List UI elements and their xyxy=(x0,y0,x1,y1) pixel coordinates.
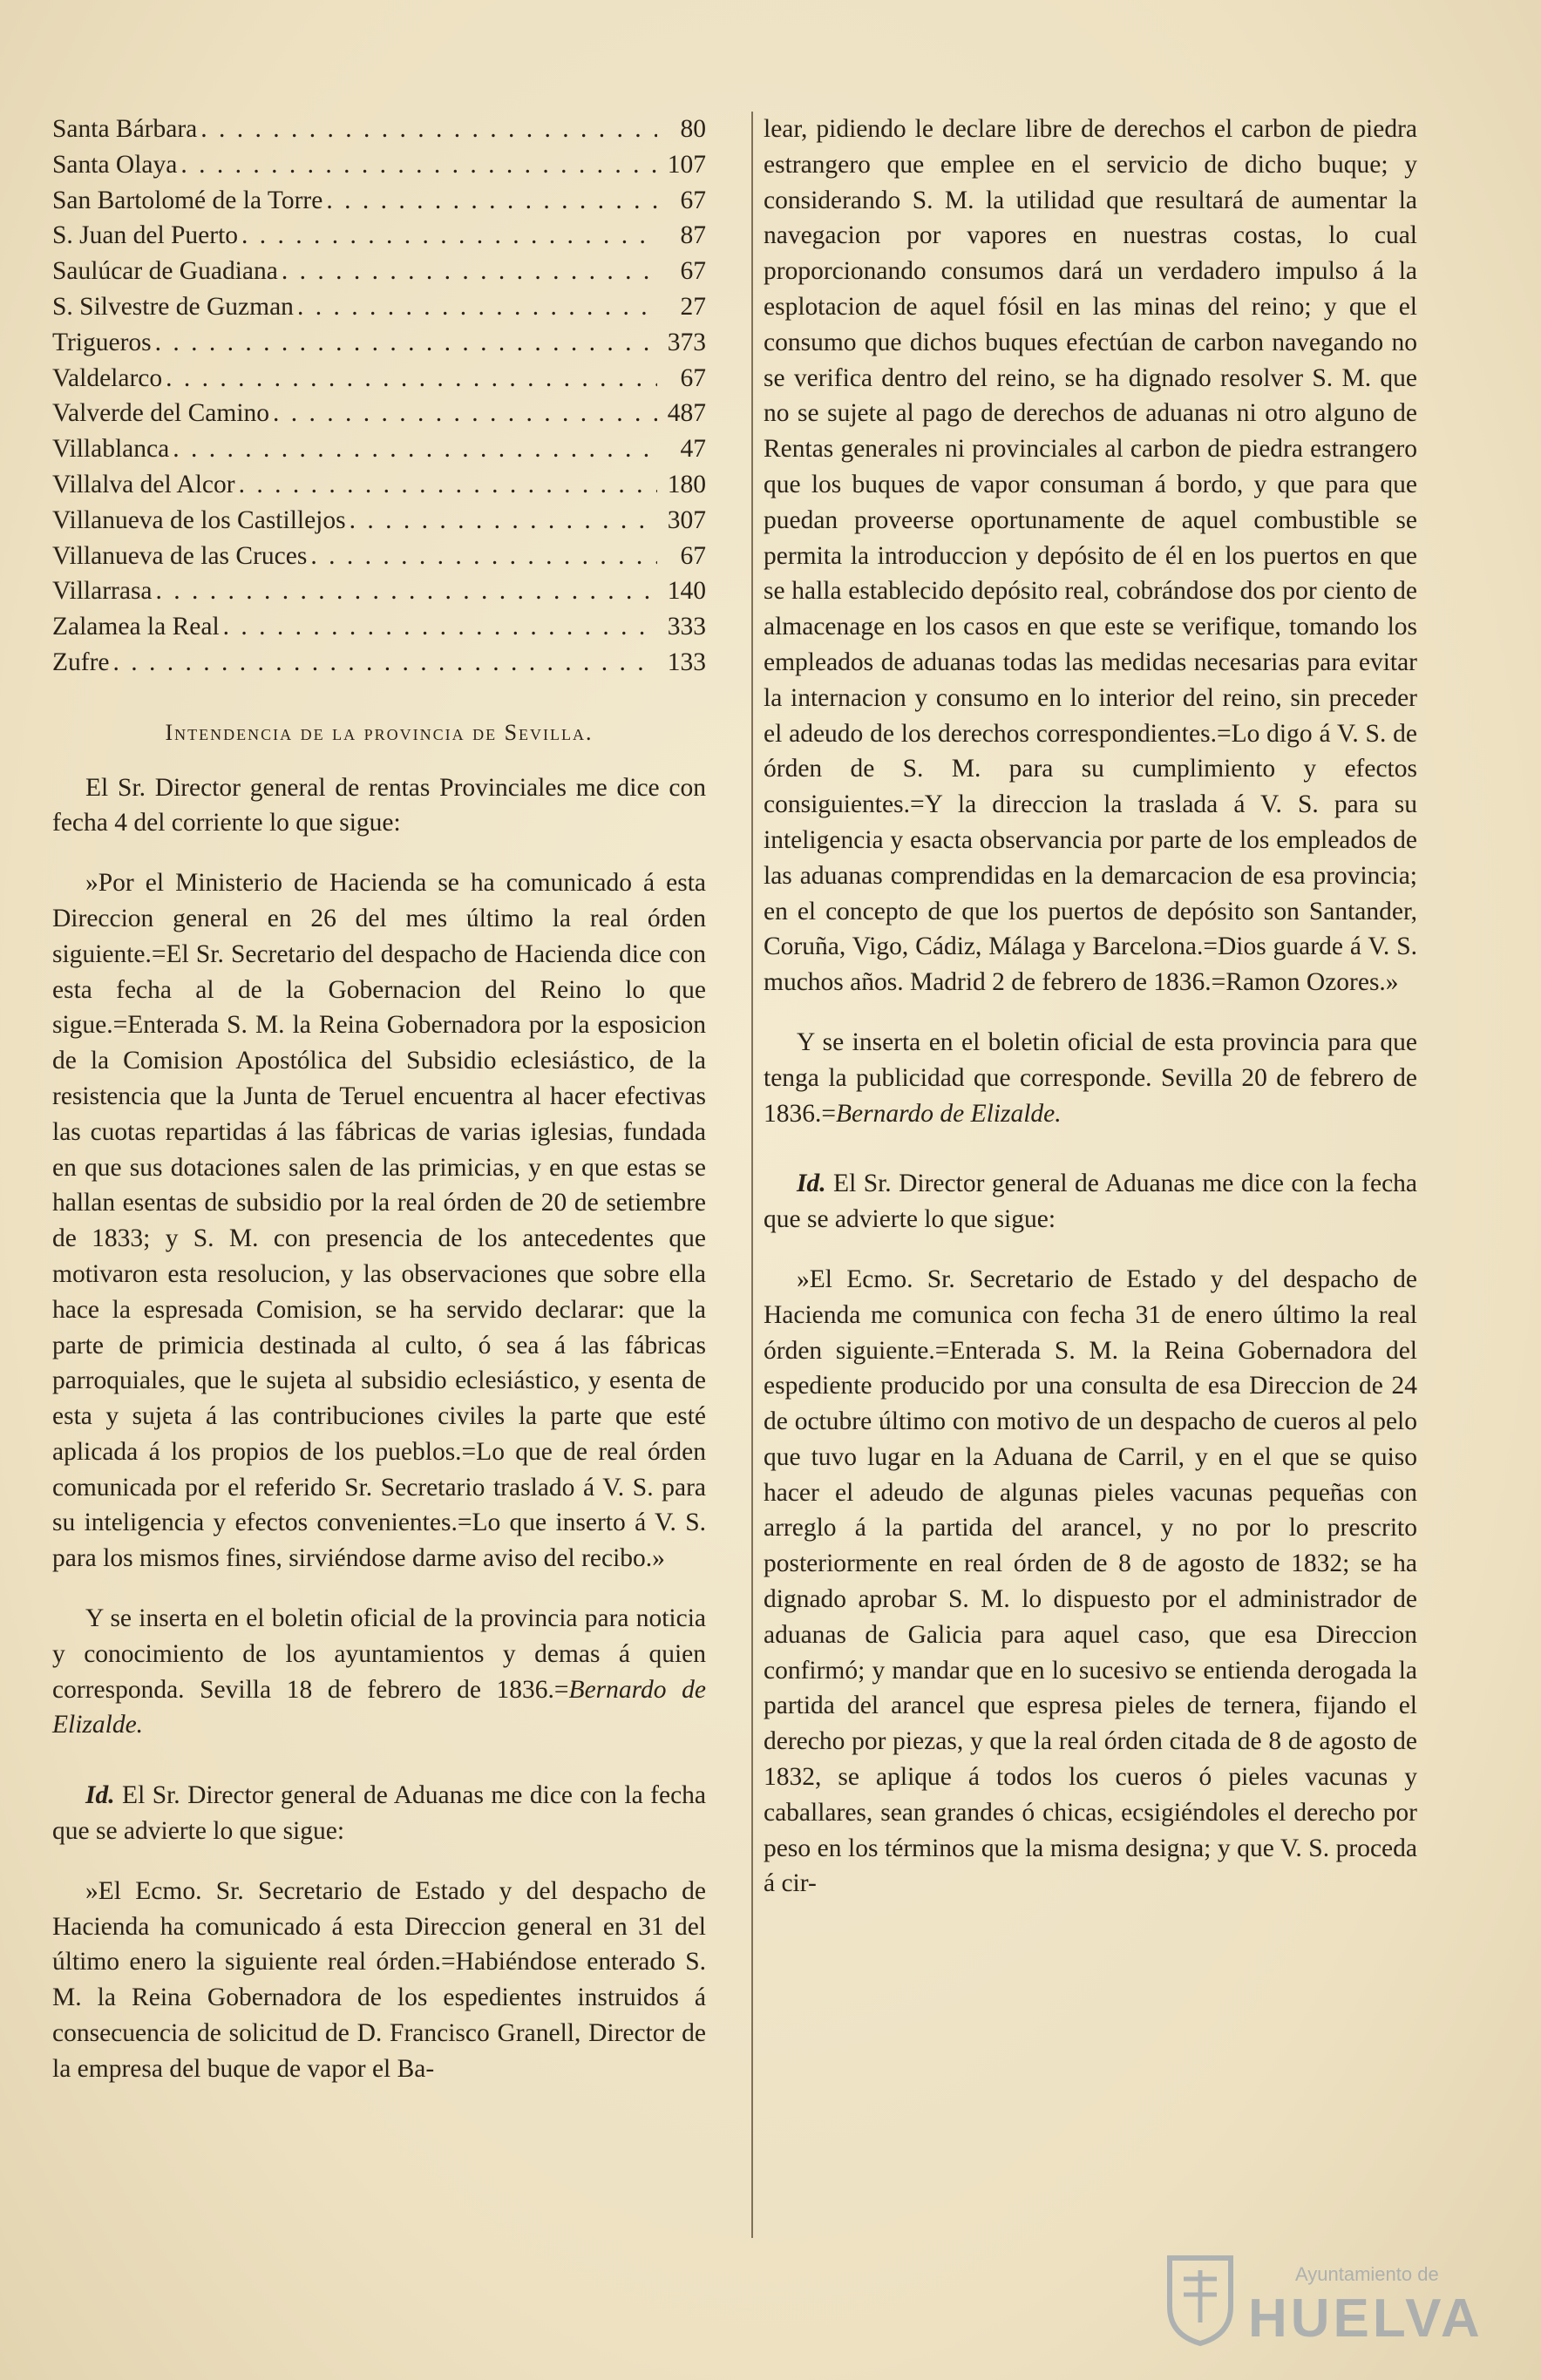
municipality-name: Villanueva de los Castillejos xyxy=(52,505,346,534)
list-item xyxy=(52,467,706,503)
municipality-name: Zalamea la Real xyxy=(52,613,220,641)
list-item xyxy=(52,289,706,325)
leader-dots xyxy=(166,361,657,397)
leader-dots xyxy=(273,396,657,431)
paragraph: El Sr. Director general de rentas Provinciales me dice con fecha 4 del corriente lo que sigue: xyxy=(52,773,706,837)
watermark-subtitle: Ayuntamiento de xyxy=(1295,2263,1439,2285)
leader-dots xyxy=(200,112,657,147)
leader-dots xyxy=(310,539,657,574)
list-item xyxy=(52,361,706,397)
municipality-name: Santa Olaya xyxy=(52,150,178,179)
leader-dots xyxy=(180,147,657,183)
municipality-value: 47 xyxy=(680,435,706,464)
paragraph: lear, pidiendo le declare libre de derechos el carbon de piedra estrangero que emplee en el servicio de dicho buque; y considerando S. M. la utilidad que resultará de aumentar la navegacion por vapores en nuestras costas, lo cual proporcionando consumos dará un verdadero impulso á la esplotacion de aquel fósil en las minas del reino; y que el consumo que dichos buques efectúan de carbon navegando no se verifica dentro del reino, se ha dignado resolver S. M. que no se sujete al pago de derechos de aduanas ni otro alguno de Rentas generales ni provinciales al carbon de piedra estrangero que los buques de vapor consuman á bordo, y que para que puedan proveerse oportunamente de aquel combustible se permita la introduccion y depósito de él en los puertos en que se halla establecido depósito real, cobrándose dos por ciento de almacenage en los casos en que este se verifique, tomando los empleados de aduanas todas las medidas necesarias para evitar la internacion y consumo en lo interior del reino, sin preceder el adeudo de los derechos correspondientes.=Lo digo á V. S. de órden de S. M. para su cumplimiento y efectos consiguientes.=Y la direccion la traslada á V. S. para su inteligencia y esacta observancia por parte de los empleados de las aduanas comprendidas en la demarcacion de esa provincia; en el concepto de que los puertos de depósito son Santander, Coruña, Vigo, Cádiz, Málaga y Barcelona.=Dios guarde á V. S. muchos años. Madrid 2 de febrero de 1836.=Ramon Ozores.» xyxy=(764,115,1417,997)
municipality-value: 80 xyxy=(680,115,706,143)
municipality-name: Valverde del Camino xyxy=(52,399,270,428)
paragraph xyxy=(52,1601,706,1743)
list-item xyxy=(52,396,706,431)
leader-dots xyxy=(155,325,657,361)
list-item xyxy=(52,573,706,609)
list-item xyxy=(52,645,706,681)
municipality-value: 140 xyxy=(667,577,706,606)
column-divider xyxy=(751,112,753,2238)
municipality-name: Villalva del Alcor xyxy=(52,470,235,498)
watermark-title: HUELVA xyxy=(1248,2288,1483,2349)
list-item xyxy=(52,325,706,361)
paragraph: »Por el Ministerio de Hacienda se ha comunicado á esta Direccion general en 26 del mes último la real órden siguiente.=El Sr. Secretario del despacho de Hacienda dice con esta fecha al de la Gobernacion del Reino lo que sigue.=Enterada S. M. la Reina Gobernadora por la esposicion de la Comision Apostólica del Subsidio eclesiástico, de la resistencia que la Junta de Teruel encuentra al hacer efectivas las cuotas repartidas á las fábricas de varias iglesias, fundada en que sus dotaciones salen de las primicias, y en que estas se hallan esentas de subsidio por la real órden de 20 de setiembre de 1833; y S. M. con presencia de los antecedentes que motivaron esta resolucion, y las observaciones que sobre ella hace la espresada Comision, se ha servido declarar: que la parte de primicia destinada al culto, ó sea á las fábricas parroquiales, que le sujeta al subsidio eclesiástico, y esenta de esta y sujeta á las contribuciones civiles la parte que esté aplicada á los propios de los pueblos.=Lo que de real órden comunicada por el referido Sr. Secretario traslado á V. S. para su inteligencia y efectos convenientes.=Lo que inserto á V. S. para los mismos fines, sirviéndose darme aviso del recibo.» xyxy=(52,869,706,1573)
section-heading: Intendencia de la provincia de Sevilla. xyxy=(165,719,594,745)
list-item xyxy=(52,112,706,147)
paragraph-text: Y se inserta en el boletin oficial de esta provincia para que tenga la publicidad que corresponde. Sevilla 20 de febrero de 1836.= xyxy=(764,1027,1417,1128)
municipality-value: 27 xyxy=(680,292,706,321)
leader-dots xyxy=(241,218,657,254)
signature: Bernardo de Elizalde. xyxy=(52,1675,706,1739)
leader-dots xyxy=(282,254,657,289)
list-item xyxy=(52,183,706,219)
list-item xyxy=(52,218,706,254)
shield-icon xyxy=(1164,2253,1236,2347)
municipality-name: Villarrasa xyxy=(52,577,153,606)
municipality-name: S. Silvestre de Guzman xyxy=(52,292,294,321)
municipality-value: 180 xyxy=(667,470,706,498)
list-item xyxy=(52,254,706,289)
paragraph xyxy=(52,1778,706,1849)
municipality-name: S. Juan del Puerto xyxy=(52,221,239,250)
municipality-value: 67 xyxy=(680,186,706,214)
leader-dots xyxy=(350,503,657,539)
municipality-value: 133 xyxy=(667,648,706,676)
right-column xyxy=(764,112,1417,1926)
paragraph xyxy=(764,1025,1417,1131)
municipality-value: 87 xyxy=(680,221,706,250)
municipality-value: 373 xyxy=(667,328,706,356)
list-item xyxy=(52,431,706,467)
municipality-value: 107 xyxy=(667,150,706,179)
municipality-value: 333 xyxy=(667,613,706,641)
id-label: Id. xyxy=(85,1781,115,1810)
leader-dots xyxy=(173,431,657,467)
municipality-name: Trigueros xyxy=(52,328,152,356)
municipality-name: Saulúcar de Guadiana xyxy=(52,257,278,286)
list-item xyxy=(52,503,706,539)
list-item xyxy=(52,609,706,645)
list-item xyxy=(52,539,706,574)
list-item xyxy=(52,147,706,183)
municipality-name: Villablanca xyxy=(52,435,170,464)
leader-dots xyxy=(326,183,657,219)
municipality-value: 487 xyxy=(667,399,706,428)
leader-dots xyxy=(223,609,657,645)
municipality-name: Zufre xyxy=(52,648,110,676)
municipality-value: 67 xyxy=(680,257,706,286)
leader-dots xyxy=(113,645,657,681)
id-label: Id. xyxy=(797,1170,826,1198)
paragraph: »El Ecmo. Sr. Secretario de Estado y del despacho de Hacienda ha comunicado á esta Direccion general en 31 del último enero la siguiente real órden.=Habiéndose enterado S. M. la Reina Gobernadora de los espedientes instruidos á consecuencia de solicitud de D. Francisco Granell, Director de la empresa del buque de vapor el Ba- xyxy=(52,1876,706,2083)
paragraph xyxy=(764,1166,1417,1237)
leader-dots xyxy=(239,467,657,503)
municipality-value: 67 xyxy=(680,541,706,570)
municipality-name: Valdelarco xyxy=(52,363,163,392)
municipality-name: San Bartolomé de la Torre xyxy=(52,186,323,214)
left-column xyxy=(52,112,706,2112)
leader-dots xyxy=(156,573,657,609)
paragraph-text: Y se inserta en el boletin oficial de la provincia para noticia y conocimiento de los ayuntamientos y demas á quien corresponda. Sevilla 18 de febrero de 1836.= xyxy=(52,1604,706,1704)
signature: Bernardo de Elizalde. xyxy=(836,1099,1062,1128)
municipality-value: 307 xyxy=(667,505,706,534)
paragraph-text: El Sr. Director general de Aduanas me dice con la fecha que se advierte lo que sigue: xyxy=(764,1170,1418,1234)
paragraph-text: El Sr. Director general de Aduanas me dice con la fecha que se advierte lo que sigue: xyxy=(52,1781,707,1846)
municipality-list xyxy=(52,112,706,681)
leader-dots xyxy=(297,289,657,325)
paragraph: »El Ecmo. Sr. Secretario de Estado y del despacho de Hacienda me comunica con fecha 31 de enero último la real órden siguiente.=Enterada S. M. la Reina Gobernadora del espediente producido por una consulta de esa Direccion de 24 de octubre último con motivo de un despacho de cueros al pelo que tuvo lugar en la Aduana de Carril, y en el que se quiso hacer el adeudo de algunas pieles vacunas pequeñas con arreglo á la partida del arancel, y no por lo prescrito posteriormente en real órden de 8 de agosto de 1832; se ha dignado aprobar S. M. lo dispuesto por el administrador de aduanas de Galicia para aquel caso, que esa Direccion confirmó; y mandar que en lo sucesivo se entienda derogada la partida del arancel que espresa pieles de ternera, fijando el derecho por piezas, y que la real órden citada de 8 de agosto de 1832, se aplique á todos los cueros ó pieles vacunas y caballares, sean grandes ó chicas, ecsigiéndoles el derecho por peso en los términos que la misma designa; y que V. S. proceda á cir- xyxy=(764,1265,1417,1898)
municipality-value: 67 xyxy=(680,363,706,392)
municipality-name: Santa Bárbara xyxy=(52,115,198,143)
municipality-name: Villanueva de las Cruces xyxy=(52,541,308,570)
watermark-logo xyxy=(1164,2253,1487,2357)
